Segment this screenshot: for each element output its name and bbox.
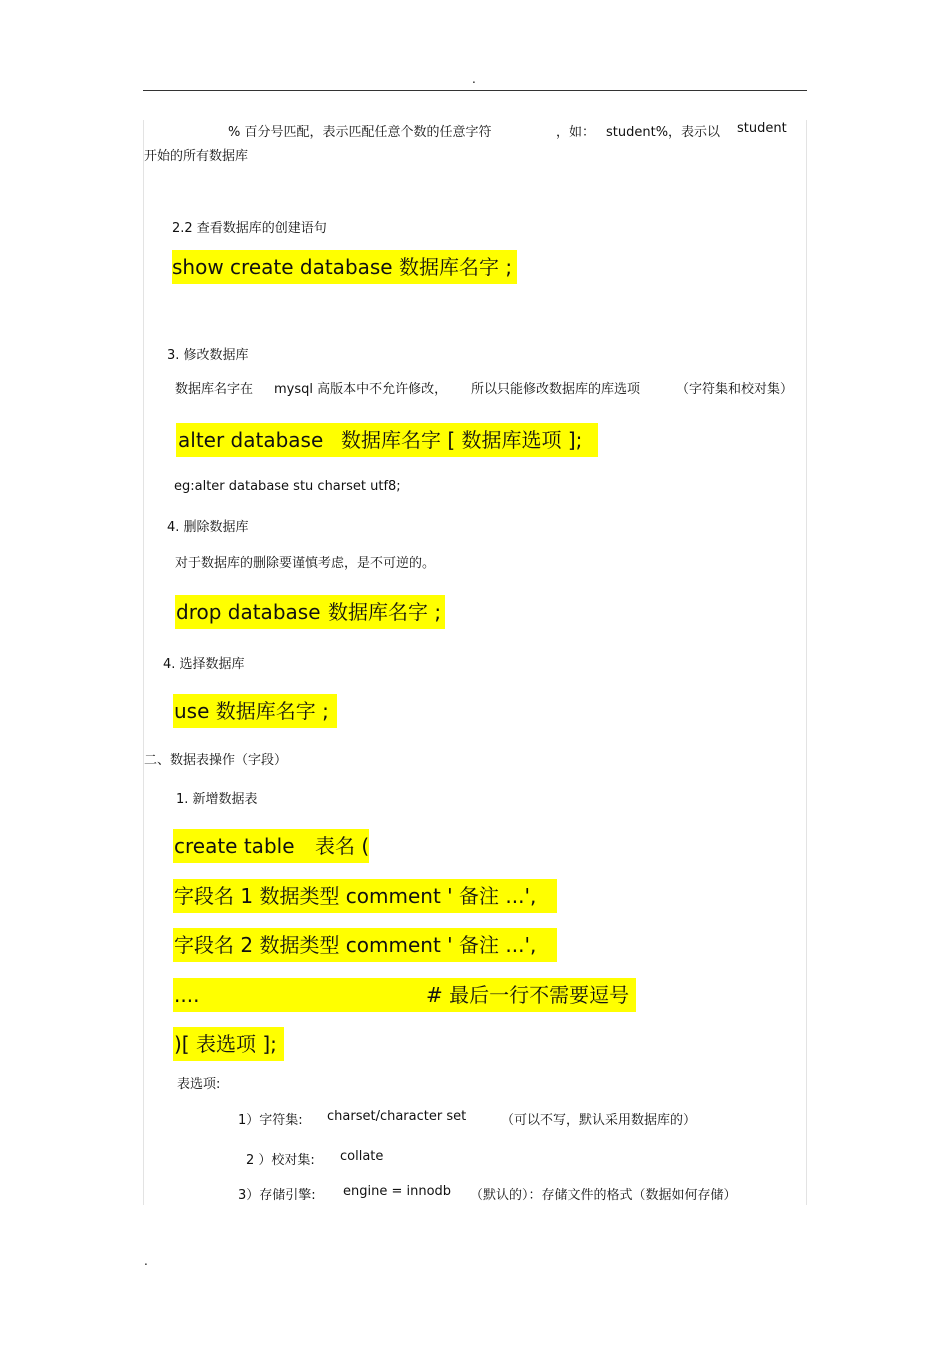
intro-text-c: student%，表示以 [606,125,721,140]
section-3-desc-c: 所以只能修改数据库的库选项 [471,382,641,397]
left-border [143,120,144,1205]
code-create-comment: # 最后一行不需要逗号 [426,983,630,1007]
code-drop-arg: 数据库名字 ; [328,600,442,624]
code-drop-keyword: drop database [176,600,321,624]
code-use [173,694,337,728]
option-3-value: engine = innodb [343,1184,452,1199]
code-create-field-1: 字段名 1 数据类型 comment ' 备注 ...', [174,884,537,908]
alter-example: eg:alter database stu charset utf8; [174,479,401,494]
code-show-create-arg: 数据库名字 ; [399,255,513,279]
code-create-field-2: 字段名 2 数据类型 comment ' 备注 ...', [174,933,537,957]
code-create-ellipsis: .... [174,983,200,1007]
header-rule [143,90,807,91]
section-4-delete-heading: 4. 删除数据库 [167,520,249,535]
code-show-create-keyword: show create database [172,255,393,279]
section-t1-heading: 1. 新增数据表 [176,792,258,807]
part-2-heading: 二、数据表操作（字段） [144,753,288,768]
footer-dot: . [144,1254,148,1268]
code-create-table-name: 表名 ( [315,834,370,858]
intro-line-2: 开始的所有数据库 [144,149,249,164]
code-create-line-2 [173,879,557,913]
option-1-value: charset/character set [327,1109,467,1124]
code-show-create [172,250,517,284]
option-2-label: 2 ）校对集: [246,1153,315,1168]
code-create-line-3 [173,928,557,962]
section-3-desc-b: mysql 高版本中不允许修改， [274,382,448,397]
code-alter-keyword: alter database [178,428,324,452]
code-drop [175,595,445,629]
option-3-label: 3）存储引擎: [238,1188,316,1203]
section-3-desc-a: 数据库名字在 [175,382,254,397]
code-create-table-options: )[ 表选项 ]; [174,1032,277,1056]
code-alter [176,423,598,457]
option-2-value: collate [340,1149,384,1164]
section-3-desc-d: （字符集和校对集） [676,382,794,397]
section-2-2-heading: 2.2 查看数据库的创建语句 [172,221,327,236]
code-create-line-5 [173,1027,284,1061]
code-use-text: use 数据库名字 ; [174,699,329,723]
option-1-note: （可以不写，默认采用数据库的） [501,1113,697,1128]
option-3-note: （默认的）：存储文件的格式（数据如何存储） [470,1188,737,1203]
section-3-heading: 3. 修改数据库 [167,348,249,363]
header-dot: . [472,72,476,86]
intro-text-b: ，如： [556,125,596,140]
option-1-label: 1）字符集: [238,1113,303,1128]
code-create-keyword: create table [174,834,295,858]
code-create-line-1 [173,829,369,863]
right-border [806,120,807,1205]
code-alter-arg: 数据库名字 [ 数据库选项 ]; [341,428,583,452]
section-4-delete-desc: 对于数据库的删除要谨慎考虑，是不可逆的。 [175,556,436,571]
table-options-label: 表选项: [177,1077,221,1092]
intro-text-d: student [737,121,787,136]
code-create-line-4 [173,978,636,1012]
intro-text-a: % 百分号匹配，表示匹配任意个数的任意字符 [228,125,492,140]
section-4-select-heading: 4. 选择数据库 [163,657,245,672]
